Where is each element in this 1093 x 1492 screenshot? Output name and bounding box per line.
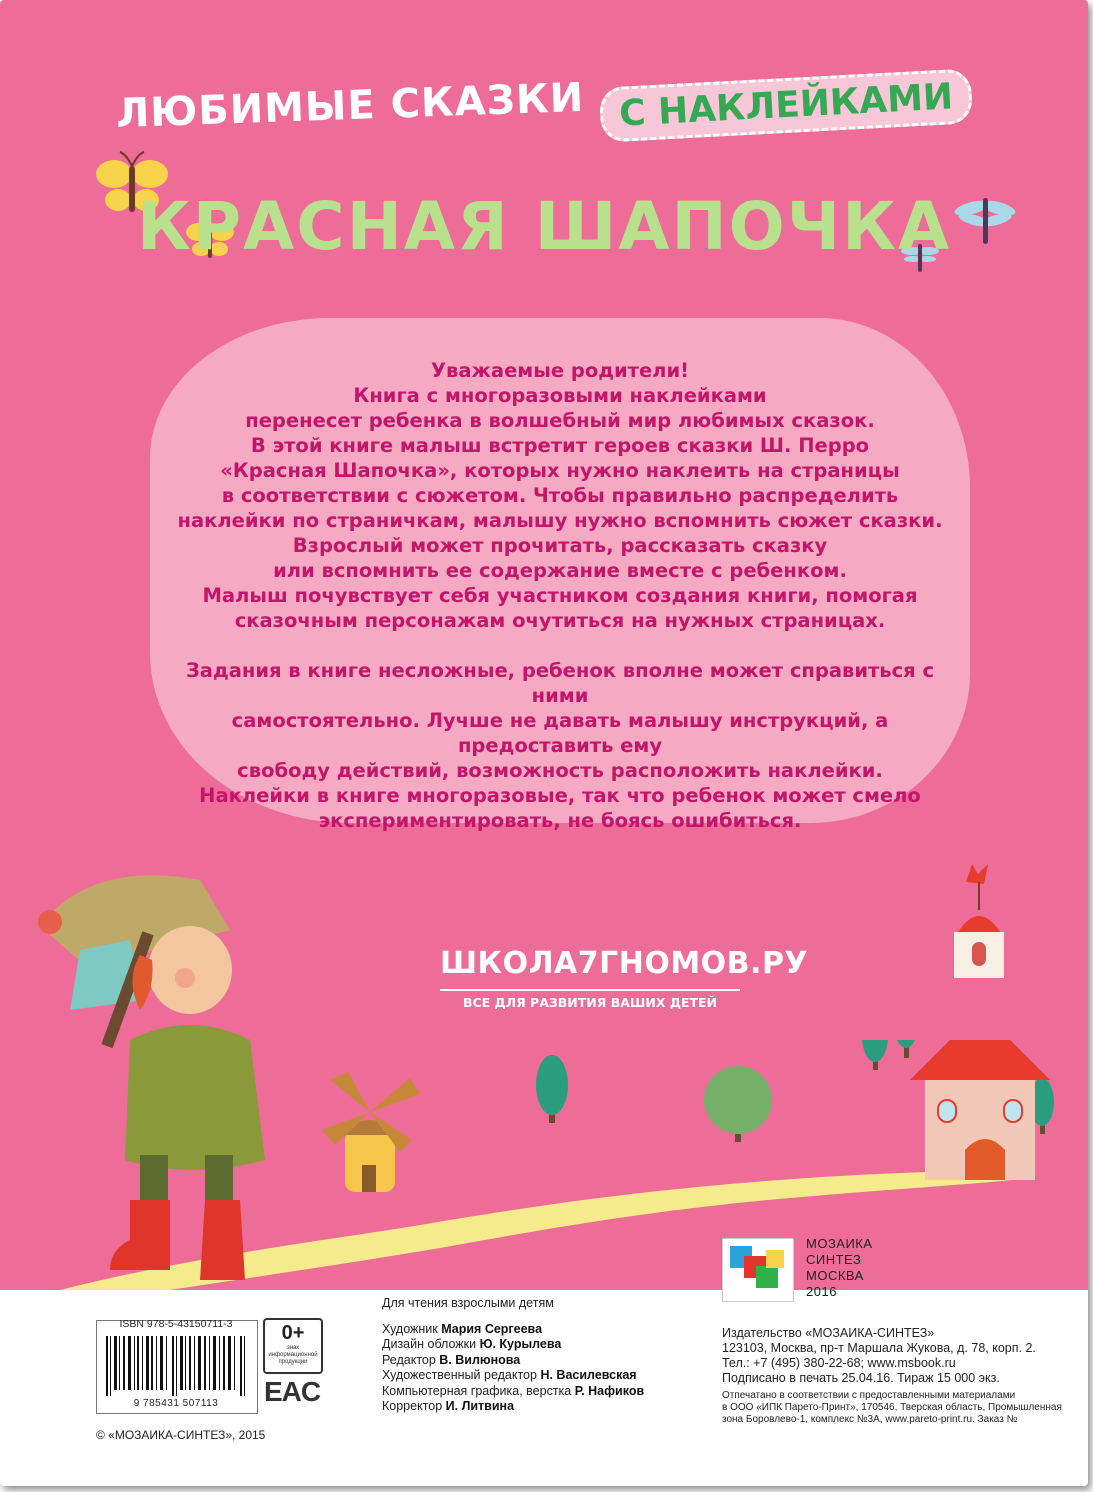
audience-note: Для чтения взрослыми детям <box>382 1296 554 1310</box>
intro-line: в соответствии с сюжетом. Чтобы правильно распределить <box>221 484 899 507</box>
print-line: зона Боровлево-1, комплекс №3А, www.pareto-print.ru. Заказ № <box>722 1414 1018 1425</box>
credits <box>382 1296 644 1415</box>
eac-mark: EAC <box>264 1376 321 1407</box>
intro-line: наклейки по страничкам, малышу нужно вспомнить сюжет сказки. <box>177 509 943 532</box>
publisher-line: Подписано в печать 25.04.16. Тираж 15 000 экз. <box>722 1371 1000 1385</box>
intro-line: Книга с многоразовыми наклейками <box>353 384 767 407</box>
intro-line: Уважаемые родители! <box>430 359 690 382</box>
series-title-part1: ЛЮБИМЫЕ СКАЗКИ <box>115 74 586 137</box>
copyright: © «МОЗАИКА-СИНТЕЗ», 2015 <box>96 1428 266 1442</box>
credit-row: Компьютерная графика, верстка Р. Нафиков <box>382 1383 645 1398</box>
publisher-logo-line: 2016 <box>806 1284 837 1299</box>
site-logo-tagline: ВСЕ ДЛЯ РАЗВИТИЯ ВАШИХ ДЕТЕЙ <box>440 989 740 1010</box>
series-heading <box>0 74 1088 137</box>
tower-icon <box>940 862 1020 982</box>
publisher-info <box>722 1326 1062 1426</box>
publisher-logo-line: МОЗАИКА <box>806 1236 873 1251</box>
intro-line: Взрослый может прочитать, рассказать сказку <box>292 534 828 557</box>
intro-line: Малыш почувствует себя участником создания книги, помогая <box>202 584 918 607</box>
publisher-logo-icon <box>722 1238 794 1302</box>
isbn-text: ISBN 978-5-43150711-3 <box>119 1318 233 1330</box>
publisher-logo-line: МОСКВА <box>806 1268 864 1283</box>
publisher-logo-text <box>806 1236 873 1300</box>
barcode-icon <box>106 1336 246 1396</box>
intro-line: перенесет ребенка в волшебный мир любимых сказок. <box>245 409 875 432</box>
age-rating-note: знак информационной продукции <box>268 1345 318 1365</box>
gnome-illustration <box>30 860 290 1290</box>
print-line: Отпечатано в соответствии с предоставленными материалами <box>722 1390 1016 1401</box>
publisher-line: 123103, Москва, пр-т Маршала Жукова, д. 78, корп. 2. <box>722 1341 1036 1355</box>
publisher-logo-line: СИНТЕЗ <box>806 1252 862 1267</box>
intro-line: свободу действий, возможность расположить наклейки. <box>237 759 883 782</box>
intro-line: сказочным персонажам очутиться на нужных страницах. <box>234 609 886 632</box>
print-line: в ООО «ИПК Парето-Принт», 170546, Тверская область, Промышленная <box>722 1402 1062 1413</box>
intro-line: экспериментировать, не боясь ошибиться. <box>318 809 802 832</box>
intro-line: «Красная Шапочка», которых нужно наклеить на страницы <box>220 459 900 482</box>
credit-row: Художественный редактор Н. Василевская <box>382 1368 637 1382</box>
print-info <box>722 1390 1062 1426</box>
series-title-badge: С НАКЛЕЙКАМИ <box>598 68 973 142</box>
site-logo-name: ШКОЛА7ГНОМОВ.РУ <box>440 946 809 981</box>
site-logo <box>440 946 809 1010</box>
intro-line: В этой книге малыш встретит героев сказки Ш. Перро <box>250 434 870 457</box>
intro-line: самостоятельно. Лучше не давать малышу инструкций, а предоставить ему <box>231 709 889 757</box>
publisher-line: Издательство «МОЗАИКА-СИНТЕЗ» <box>722 1326 935 1340</box>
age-rating <box>263 1318 323 1374</box>
barcode-digits: 9 785431 507113 <box>133 1398 219 1409</box>
credit-row: Редактор В. Вилюнова <box>382 1352 521 1367</box>
intro-line: Наклейки в книге многоразовые, так что ребенок может смело <box>199 784 921 807</box>
publisher-line: Тел.: +7 (495) 380-22-68; www.msbook.ru <box>722 1356 956 1370</box>
credit-row: Художник Мария Сергеева <box>382 1321 543 1336</box>
credit-row: Дизайн обложки Ю. Курылева <box>382 1337 562 1351</box>
age-rating-value: 0+ <box>281 1322 305 1344</box>
intro-line: Задания в книге несложные, ребенок вполне может справиться с ними <box>185 659 935 707</box>
intro-text <box>170 358 950 833</box>
book-title: КРАСНАЯ ШАПОЧКА <box>136 188 952 265</box>
intro-line: или вспомнить ее содержание вместе с ребенком. <box>273 559 847 582</box>
credit-row: Корректор И. Литвина <box>382 1399 515 1413</box>
